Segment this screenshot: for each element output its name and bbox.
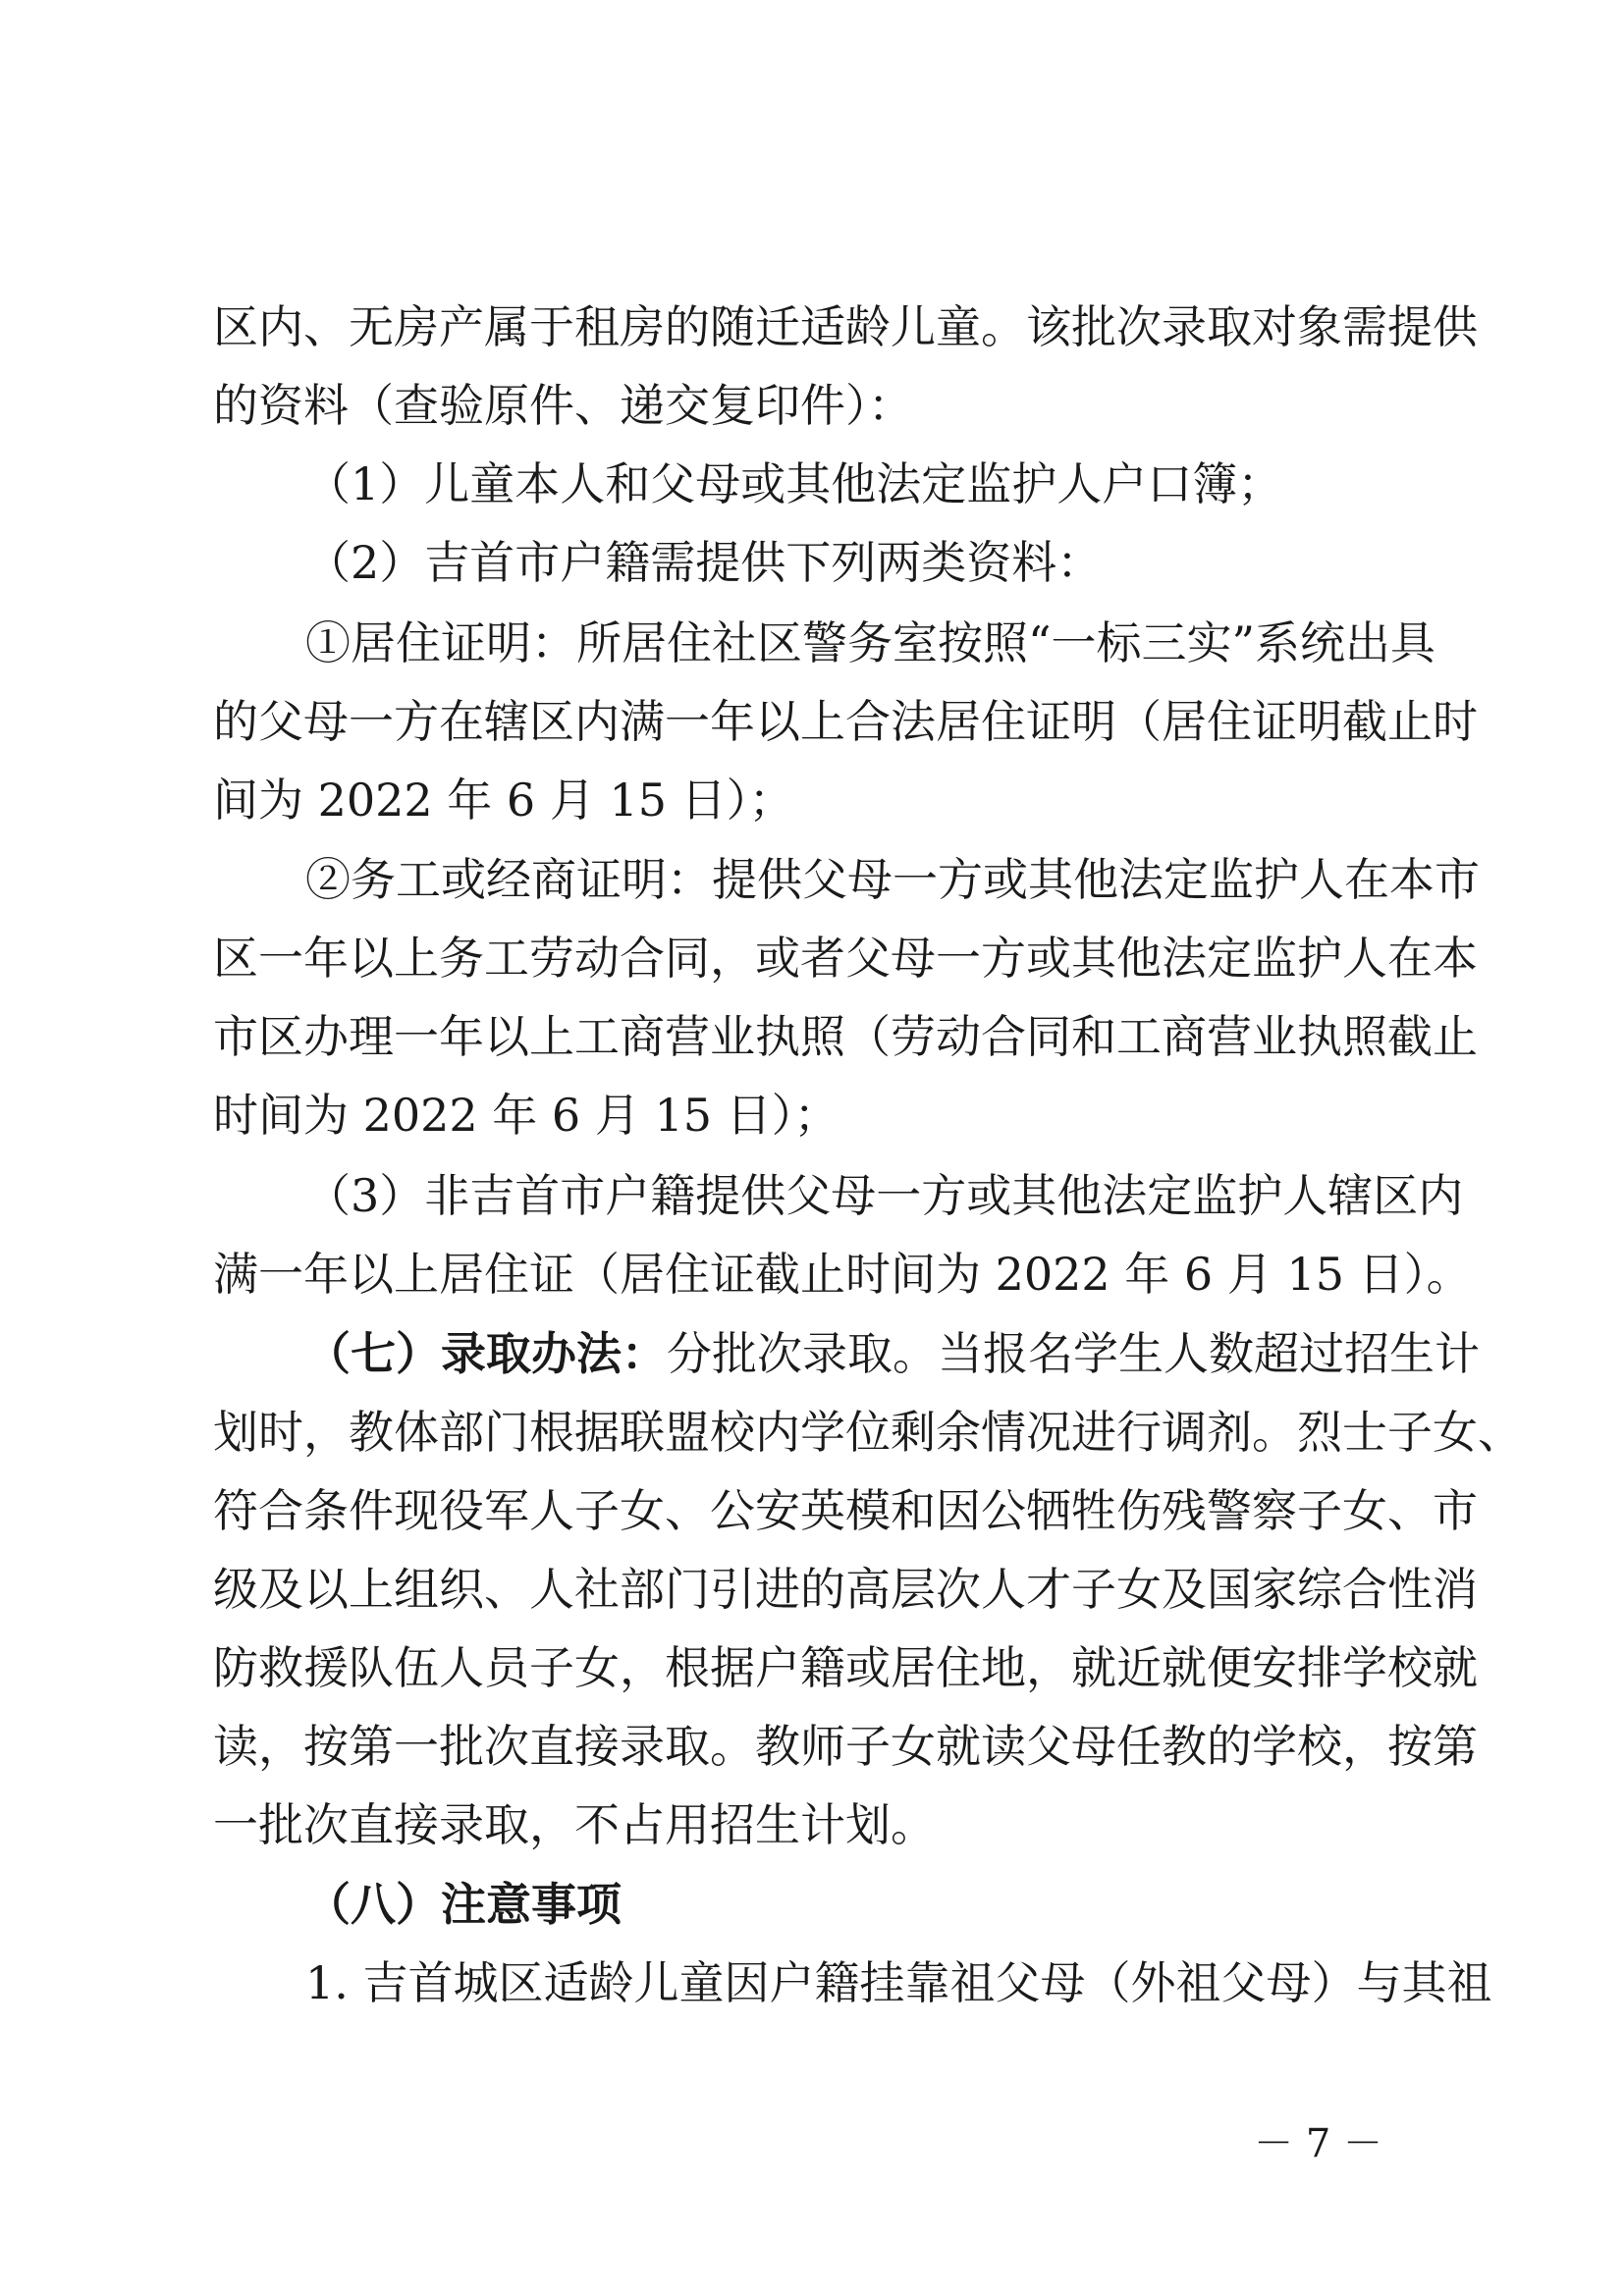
text-line: 级及以上组织、人社部门引进的高层次人才子女及国家综合性消 [213,1563,1478,1616]
text-line: 符合条件现役军人子女、公安英模和因公牺牲伤残警察子女、市 [213,1484,1478,1537]
page-number: － 7 － [1254,2121,1382,2166]
section-7-line [305,1324,1480,1383]
section-7-heading: （七）录取办法： [305,1327,667,1380]
text-line: 区一年以上务工劳动合同，或者父母一方或其他法定监护人在本 [213,932,1478,985]
text-line: 的资料（查验原件、递交复印件）： [213,379,913,432]
text-line: ②务工或经商证明：提供父母一方或其他法定监护人在本市 [305,853,1480,906]
text-line: 市区办理一年以上工商营业执照（劳动合同和工商营业执照截止 [213,1010,1478,1063]
text-line: （1）儿童本人和父母或其他法定监护人户口簿； [305,457,1283,510]
text-line: 一批次直接录取，不占用招生计划。 [213,1798,936,1851]
text-line: 间为 2022 年 6 月 15 日）； [213,774,794,827]
text-line: 划时，教体部门根据联盟校内学位剩余情况进行调剂。烈士子女、 [213,1406,1523,1459]
text-line: 的父母一方在辖区内满一年以上合法居住证明（居住证明截止时 [213,695,1478,748]
text-line: 满一年以上居住证（居住证截止时间为 2022 年 6 月 15 日）。 [213,1248,1472,1301]
section-8-heading: （八）注意事项 [305,1878,622,1931]
text-line: 1. 吉首城区适龄儿童因户籍挂靠祖父母（外祖父母）与其祖 [305,1956,1492,2009]
text-line: （3）非吉首市户籍提供父母一方或其他法定监护人辖区内 [305,1169,1464,1222]
text-line: 防救援队伍人员子女，根据户籍或居住地，就近就便安排学校就 [213,1641,1478,1694]
text-line: ①居住证明：所居住社区警务室按照“一标三实”系统出具 [305,616,1436,669]
section-7-text: 分批次录取。当报名学生人数超过招生计 [667,1327,1480,1380]
text-line: （2）吉首市户籍需提供下列两类资料： [305,536,1103,589]
text-line: 时间为 2022 年 6 月 15 日）； [213,1089,839,1142]
text-line: 读，按第一批次直接录取。教师子女就读父母任教的学校，按第 [213,1720,1478,1773]
text-line: 区内、无房产属于租房的随迁适龄儿童。该批次录取对象需提供 [213,300,1478,353]
